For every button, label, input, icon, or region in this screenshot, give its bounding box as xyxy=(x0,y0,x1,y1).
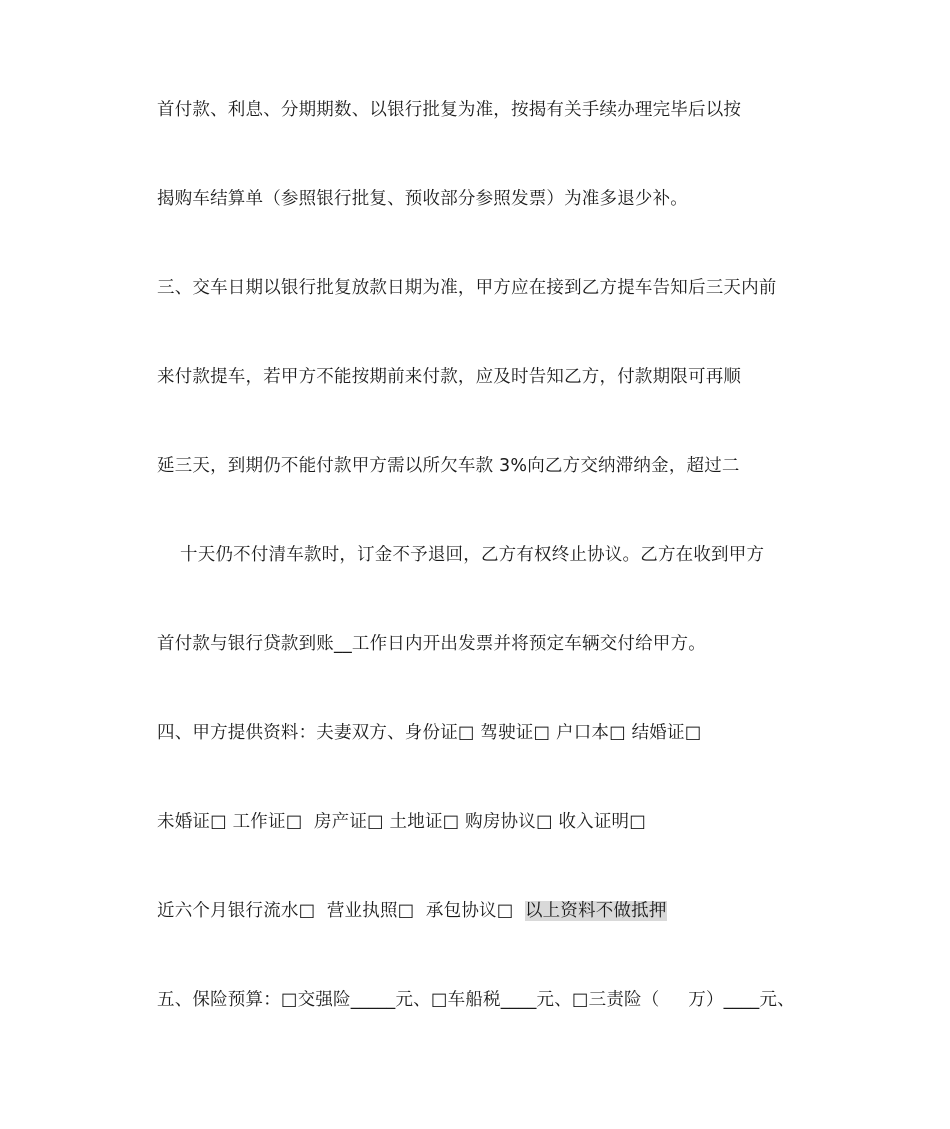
text-line-2: 揭购车结算单（参照银行批复、预收部分参照发票）为准多退少补。 xyxy=(157,189,688,209)
text-line-1: 首付款、利息、分期期数、以银行批复为准，按揭有关手续办理完毕后以按 xyxy=(157,100,742,120)
text-line-11: 五、保险预算：□交强险_____元、□车船税____元、□三责险（ 万）____元、 xyxy=(157,990,795,1010)
text-line-4: 来付款提车，若甲方不能按期前来付款，应及时告知乙方，付款期限可再顺 xyxy=(157,367,742,387)
text-line-3: 三、交车日期以银行批复放款日期为准，甲方应在接到乙方提车告知后三天内前 xyxy=(157,278,777,298)
text-line-9: 未婚证□ 工作证□ 房产证□ 土地证□ 购房协议□ 收入证明□ xyxy=(157,812,646,832)
text-line-6: 十天仍不付清车款时，订金不予退回，乙方有权终止协议。乙方在收到甲方 xyxy=(157,545,765,565)
text-line-7: 首付款与银行贷款到账__工作日内开出发票并将预定车辆交付给甲方。 xyxy=(157,634,706,654)
text-line-8: 四、甲方提供资料：夫妻双方、身份证□ 驾驶证□ 户口本□ 结婚证□ xyxy=(157,723,702,743)
text-line-5: 延三天，到期仍不能付款甲方需以所欠车款 3%向乙方交纳滞纳金，超过二 xyxy=(157,456,740,476)
text-line-10 xyxy=(157,899,667,923)
highlighted-note: 以上资料不做抵押 xyxy=(524,901,667,921)
text-line-10-body: 近六个月银行流水□ 营业执照□ 承包协议□ xyxy=(157,901,525,921)
